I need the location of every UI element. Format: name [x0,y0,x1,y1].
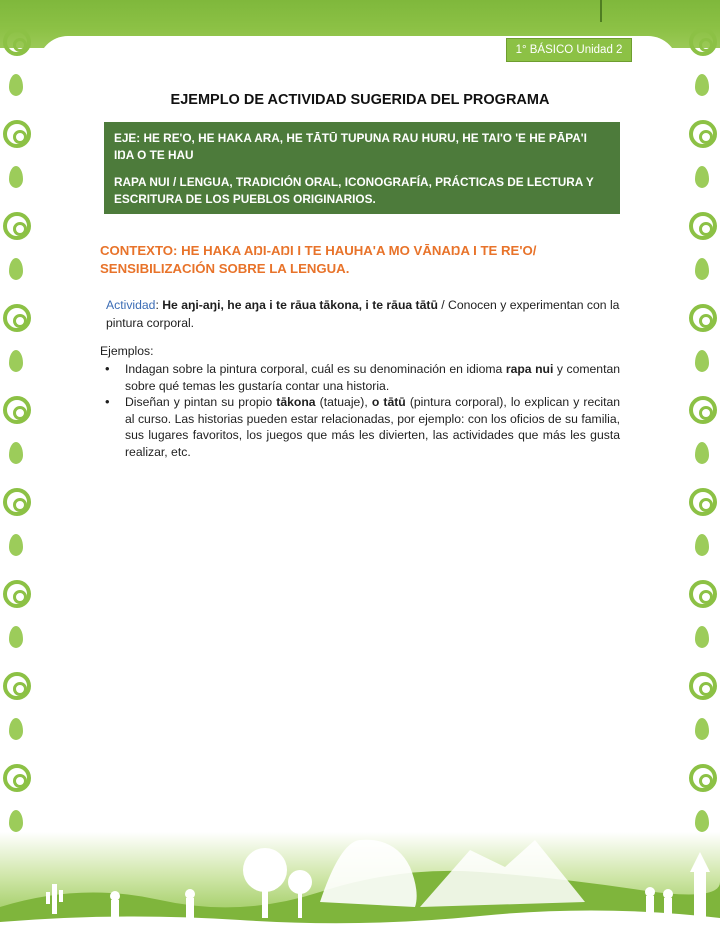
list-item [104,361,620,394]
band-tick [600,0,602,22]
koru-spiral-icon [3,212,31,240]
koru-spiral-icon [695,718,709,740]
actividad-label: Actividad [106,298,156,312]
koru-spiral-icon [3,488,31,516]
item-bold: rapa nui [505,362,554,376]
koru-spiral-icon [689,488,717,516]
eje-subject-line: RAPA NUI / LENGUA, TRADICIÓN ORAL, ICONOGRAFÍA, PRÁCTICAS DE LECTURA Y ESCRITURA DE LOS PUEBLOS ORIGINARIOS. [114,175,594,206]
koru-spiral-icon [9,534,23,556]
koru-spiral-icon [3,304,31,332]
koru-spiral-icon [9,350,23,372]
koru-spiral-icon [9,442,23,464]
koru-spiral-icon [689,764,717,792]
item-text: (tatuaje), [315,395,372,409]
item-text: Indagan sobre la pintura corporal, cuál es su denominación en idioma [125,362,506,376]
item-text: y comentan sobre qué temas les gustaría contar una historia. [125,362,621,393]
koru-spiral-icon [695,442,709,464]
koru-spiral-icon [3,764,31,792]
koru-spiral-icon [695,350,709,372]
actividad-paragraph [106,296,620,332]
eje-box [104,122,620,214]
koru-spiral-icon [3,396,31,424]
course-unit-badge: 1° BÁSICO Unidad 2 [506,38,632,62]
koru-spiral-icon [3,672,31,700]
koru-spiral-icon [9,258,23,280]
landscape-silhouette-icon [0,812,720,932]
koru-spiral-icon [689,580,717,608]
koru-spiral-icon [9,718,23,740]
koru-spiral-icon [695,166,709,188]
eje-line: EJE: HE RE'O, HE HAKA ARA, HE TĀTŪ TUPUNA RAU HURU, HE TAI'O 'E HE PĀPA'I IŊA O TE HAU [114,131,587,162]
actividad-title: He aŋi-aŋi, he aŋa i te rāua tākona, i te rāua tātū [162,298,438,312]
koru-spiral-icon [689,304,717,332]
koru-spiral-icon [689,120,717,148]
koru-spiral-icon [3,580,31,608]
contexto-heading: CONTEXTO: HE HAKA AŊI-AŊI I TE HAUHA'A MO VĀNAŊA I TE RE'O/ SENSIBILIZACIÓN SOBRE LA LENGUA. [100,243,537,276]
koru-spiral-icon [689,396,717,424]
koru-spiral-icon [695,258,709,280]
ejemplos-label: Ejemplos: [100,344,154,358]
page-title: EJEMPLO DE ACTIVIDAD SUGERIDA DEL PROGRAMA [170,92,550,108]
koru-spiral-icon [689,672,717,700]
koru-spiral-icon [689,212,717,240]
actividad-sep: : [155,298,163,312]
left-koru-border [0,28,34,858]
koru-spiral-icon [9,626,23,648]
item-text: (pintura corporal), lo explican y recitan al curso. Las historias pueden estar relacionadas, por ejemplo: con los oficios de su familia, sus lugares favoritos, los juegos que más les divierten, las actividades que más les gusta realizar, etc. [125,395,621,459]
koru-spiral-icon [689,28,717,56]
koru-spiral-icon [695,626,709,648]
koru-spiral-icon [3,28,31,56]
koru-spiral-icon [3,120,31,148]
item-bold: o tātū [371,395,406,409]
item-text: Diseñan y pintan su propio [125,395,277,409]
right-koru-border [686,28,720,858]
koru-spiral-icon [9,166,23,188]
item-bold: tākona [276,395,316,409]
actividad-description: / Conocen y experimentan con la pintura corporal. [106,298,620,330]
koru-spiral-icon [695,534,709,556]
list-item [104,394,620,460]
ejemplos-list [104,361,620,460]
